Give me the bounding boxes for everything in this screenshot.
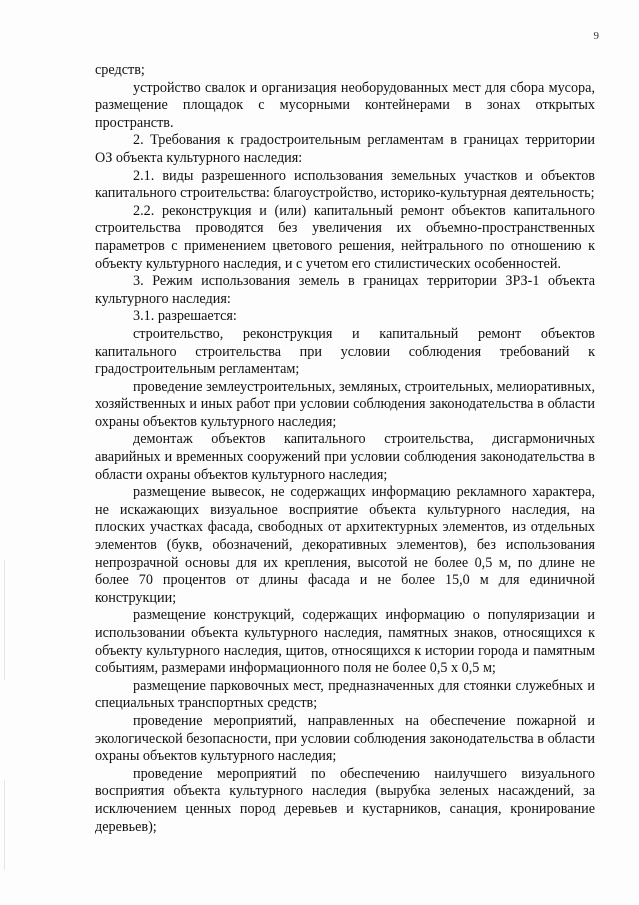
paragraph: 2.1. виды разрешенного использования земельных участков и объектов капитального строительства: благоустройство, историко-культурная деятельность; [95, 167, 595, 202]
page-number: 9 [593, 30, 599, 42]
paragraph: размещение вывесок, не содержащих информацию рекламного характера, не искажающих визуальное восприятие объекта культурного наследия, на плоских участках фасада, свободных от архитектурных элементов, из отдельных элементов (букв, обозначений, декоративных элементов), без использования непрозрачной основы для их крепления, высотой не более 0,5 м, по длине не более 70 процентов от длины фасада и не более 15,0 м для единичной конструкции; [95, 484, 595, 606]
paragraph: размещение парковочных мест, предназначенных для стоянки служебных и специальных транспортных средств; [95, 677, 595, 712]
paragraph: устройство свалок и организация необорудованных мест для сбора мусора, размещение площадок с мусорными контейнерами в зонах открытых пространств. [95, 79, 595, 131]
paragraph: 2. Требования к градостроительным регламентам в границах территории ОЗ объекта культурного наследия: [95, 132, 595, 166]
paragraph: 3.1. разрешается: [133, 308, 237, 325]
paragraph: 2.2. реконструкция и (или) капитальный ремонт объектов капитального строительства проводятся без увеличения их объемно-пространственных параметров с применением цветового решения, нейтрального по отношению к объекту культурного наследия, и с учетом его стилистических особенностей. [95, 202, 595, 272]
paragraph: проведение землеустроительных, земляных, строительных, мелиоративных, хозяйственных и иных работ при условии соблюдения законодательства в области охраны объектов культурного наследия; [95, 378, 595, 430]
paragraph: демонтаж объектов капитального строительства, дисгармоничных аварийных и временных сооружений при условии соблюдения законодательства в области охраны объектов культурного наследия; [95, 431, 595, 483]
paragraph: 3. Режим использования земель в границах территории ЗРЗ-1 объекта культурного наследия: [95, 273, 595, 307]
scan-edge-artifact [4, 560, 5, 680]
paragraph: строительство, реконструкция и капитальный ремонт объектов капитального строительства при условии соблюдения требований к градостроительным регламентам; [95, 325, 595, 378]
paragraph: проведение мероприятий, направленных на обеспечение пожарной и экологической безопасности, при условии соблюдения законодательства в области охраны объектов культурного наследия; [95, 712, 595, 765]
document-body [95, 62, 595, 836]
paragraph: средств; [95, 62, 145, 78]
paragraph: размещение конструкций, содержащих информацию о популяризации и использовании объекта культурного наследия, памятных знаков, относящихся к объекту культурного наследия, щитов, относящихся к истории города и памятным событиям, размерами информационного поля не более 0,5 х 0,5 м; [95, 607, 595, 677]
scan-edge-artifact [4, 780, 5, 870]
paragraph: проведение мероприятий по обеспечению наилучшего визуального восприятия объекта культурного наследия (вырубка зеленых насаждений, за исключением ценных пород деревьев и кустарников, санация, кронирование деревьев); [95, 765, 595, 835]
